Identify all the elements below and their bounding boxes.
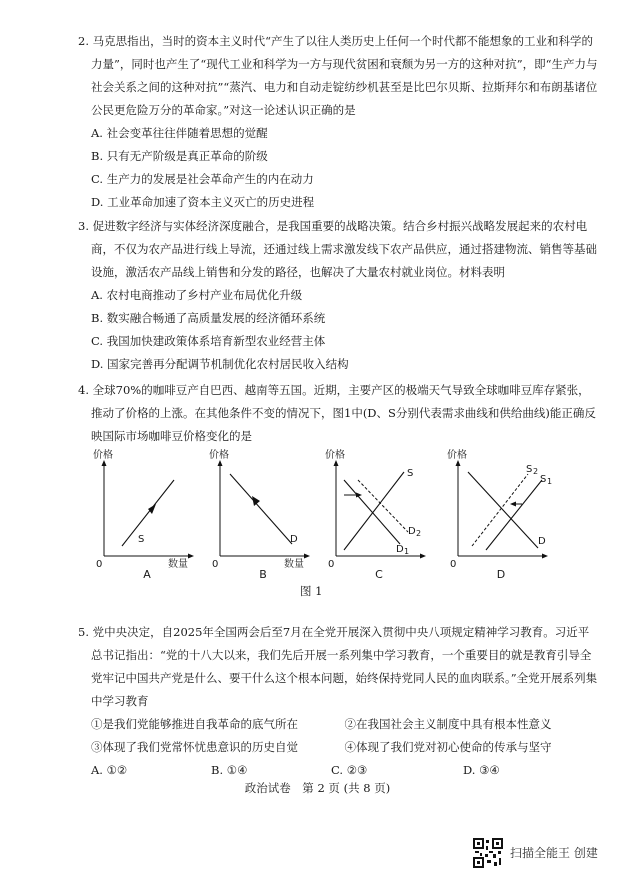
curve-subscript: 2 [533,467,539,476]
curve-label: D [408,526,416,537]
demand-curve [230,474,292,544]
curve-subscript: 2 [416,529,422,538]
x-axis-label: 数量 [168,559,188,570]
panel-caption: C [375,568,383,581]
page-footer: 政治试卷 第 2 页 (共 8 页) [244,781,391,795]
statement-3: ③体现了我们党常怀忧患意识的历史自觉 [91,740,298,754]
figure-caption: 图 1 [300,584,323,598]
up-arrow-icon [148,504,156,514]
figure-1-panels [92,450,592,592]
curve-label: S [138,534,145,545]
curve-label: D [290,534,298,545]
curve-subscript: 1 [547,477,553,486]
graph-c [324,450,434,580]
question-stem: 5. 党中央决定，自2025年全国两会后至7月在全党开展深入贯彻中央八项规定精神学习教育。习近平总书记指出：“党的十八大以来，我们先后开展一系列集中学习教育，一个重要目的就是教育引导全党牢记中国共产党是什么、要干什么这个根本问题，始终保持党同人民的血肉联系。”全党开展系列集中学习教育 [78,625,598,708]
demand-curve-d1 [344,480,400,544]
curve-label: D [396,544,404,555]
left-arrow-icon [510,502,516,507]
panel-caption: A [143,568,151,581]
option-a: A. ①② [91,763,128,777]
question-4 [78,379,598,448]
y-axis-label: 价格 [93,450,113,461]
option-b: B. 数实融合畅通了高质量发展的经济循环系统 [91,311,326,325]
panel-caption: B [259,568,267,581]
y-axis-label: 价格 [325,450,345,461]
option-d: D. ③④ [463,763,500,777]
question-stem: 4. 全球70%的咖啡豆产自巴西、越南等五国。近期，主要产区的极端天气导致全球咖啡豆库存紧张，推动了价格的上涨。在其他条件不变的情况下，图1中(D、S分别代表需求曲线和供给曲线)能正确反映国际市场咖啡豆价格变化的是 [78,383,596,443]
graph-a [92,450,202,580]
statement-row [78,736,598,759]
x-axis-label: 数量 [284,559,304,570]
option-b: B. ①④ [211,763,248,777]
supply-curve-s1 [486,480,542,550]
scanner-watermark: 扫描全能王 创建 [510,846,598,860]
origin-label: 0 [96,559,103,570]
qr-code-icon [473,838,503,868]
statement-2: ②在我国社会主义制度中具有根本性意义 [344,717,552,731]
statement-4: ④体现了我们党对初心使命的传承与坚守 [344,740,552,754]
curve-label: S [526,464,533,475]
option-c: C. 生产力的发展是社会革命产生的内在动力 [91,172,314,186]
curve-subscript: 1 [404,547,410,556]
question-stem: 2. 马克思指出，当时的资本主义时代“产生了以往人类历史上任何一个时代都不能想象的工业和科学的力量”，同时也产生了“现代工业和科学为一方与现代贫困和衰颓为另一方的这种对抗”，即“生产力与社会关系之间的这种对抗”“蒸汽、电力和自动走锭纺纱机甚至是比巴尔贝斯、拉斯拜尔和布朗基诸位公民更危险万分的革命家。”对这一论述认识正确的是 [78,34,598,117]
option-c: C. ②③ [331,763,368,777]
question-5 [78,621,598,782]
supply-curve [122,480,174,546]
options-row [78,759,598,782]
origin-label: 0 [212,559,219,570]
curve-label: S [407,468,414,479]
statement-1: ①是我们党能够推进自我革命的底气所在 [91,717,298,731]
question-2 [78,30,598,214]
y-axis-label: 价格 [447,450,467,461]
graph-b [208,450,318,580]
question-3 [78,215,598,376]
demand-curve [468,472,538,548]
option-c: C. 我国加快建政策体系培育新型农业经营主体 [91,334,326,348]
option-b: B. 只有无产阶级是真正革命的阶级 [91,149,268,163]
y-axis-label: 价格 [209,450,229,461]
option-a: A. 农村电商推动了乡村产业布局优化升级 [91,288,303,302]
question-stem: 3. 促进数字经济与实体经济深度融合，是我国重要的战略决策。结合乡村振兴战略发展起来的农村电商，不仅为农产品进行线上导流，还通过线上需求激发线下农产品供应，通过搭建物流、销售等基础设施，激活农产品线上销售和分发的路径，也解决了大量农村就业岗位。材料表明 [78,219,597,279]
origin-label: 0 [328,559,335,570]
option-a: A. 社会变革往往伴随着思想的觉醒 [91,126,268,140]
panel-caption: D [496,568,506,581]
option-d: D. 工业革命加速了资本主义灭亡的历史进程 [91,195,315,209]
graph-d [446,450,556,580]
curve-label: S [540,474,547,485]
option-d: D. 国家完善再分配调节机制优化农村居民收入结构 [91,357,349,371]
curve-label: D [538,536,546,547]
up-arrow-icon [252,496,260,506]
statement-row [78,713,598,736]
origin-label: 0 [450,559,457,570]
